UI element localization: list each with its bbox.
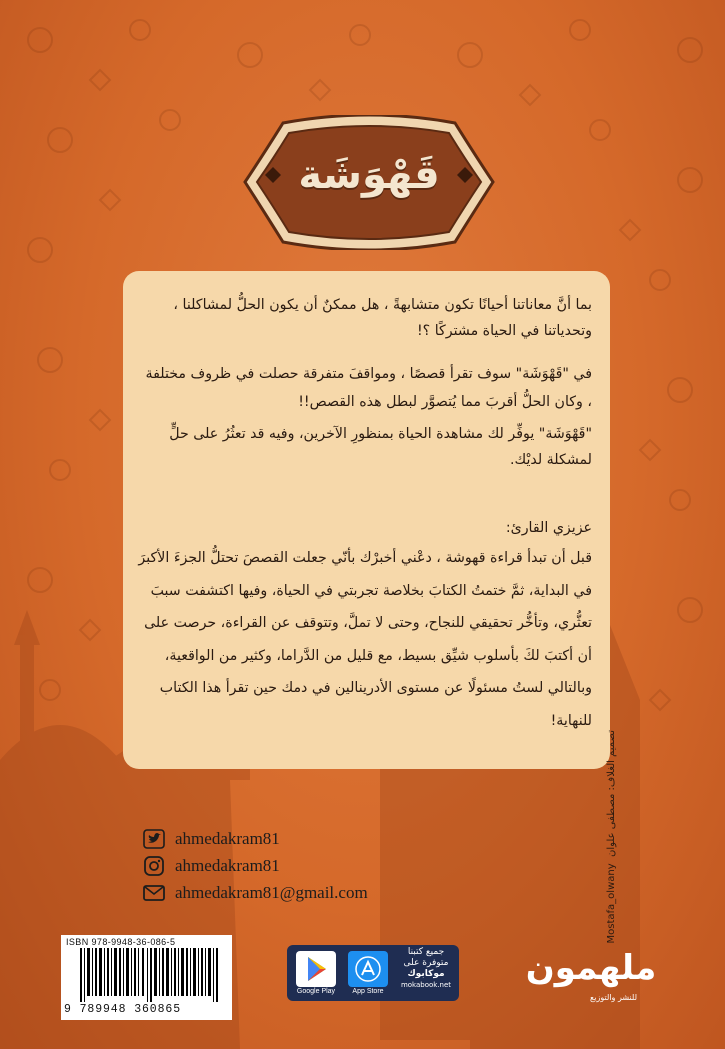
isbn-label: ISBN 978-9948-36-086-5 bbox=[66, 937, 176, 947]
book-title: قَهْوَشَة bbox=[298, 152, 440, 198]
google-play-icon bbox=[296, 951, 336, 987]
twitter-icon bbox=[143, 829, 165, 849]
isbn-digits: 9 789948 360865 bbox=[64, 1003, 182, 1016]
instagram-contact[interactable] bbox=[143, 855, 280, 877]
google-play-label: Google Play bbox=[296, 988, 336, 995]
twitter-handle: ahmedakram81 bbox=[175, 829, 280, 848]
blurb-paragraph-2: في "قَهْوَشَة" سوف تقرأ قصصًا ، ومواقفَ متفرقة حصلت في ظروف مختلفة ، وكان الحلُّ أقربَ مما يُتصوَّر لبطل هذه القصص!! bbox=[145, 366, 592, 410]
email-contact[interactable] bbox=[143, 882, 368, 904]
blurb-paragraph-1: بما أنَّ معاناتنا أحيانًا تكون متشابهةً ، هل ممكنٌ أن يكون الحلُّ لمشاكلنا ، وتحدياتنا في الحياة مشتركًا ؟! bbox=[173, 297, 592, 339]
blurb-paragraph-4: قبل أن تبدأ قراءة قهوشة ، دعْني أخبرْك بأنّي جعلت القصصَ تحتلُّ الجزءَ الأكبرَ في البداية، ثمَّ ختمتُ الكتابَ بخلاصة تجربتي في الحياة، وفيها اكتشفت سببَ تعثُّري، وتأخُّر تحقيقي للنجاح، وحتى لا تملَّ، وتتوقف عن القراءة، حرصت على أن أكتبَ لكَ بأسلوب شيِّق بسيط، مع قليل من الدَّراما، وكثير من الواقعية، وبالتالي لستُ مسئولًا عن مستوى الأدرينالين في دمك حين تقرأ هذا الكتاب للنهاية! bbox=[138, 550, 592, 729]
instagram-handle: ahmedakram81 bbox=[175, 856, 280, 875]
designer-handle: Mostafa_olwany bbox=[606, 863, 617, 944]
publisher-tagline: للنشر والتوزيع bbox=[590, 993, 638, 1002]
barcode-bars bbox=[80, 948, 220, 1002]
designer-credit: تصميم الغلاف: مصطفى علوان Mostafa_olwany bbox=[606, 730, 617, 944]
email-icon bbox=[143, 883, 165, 903]
store-caption: جميع كتبنا متوفرة على موكابوك mokabook.net bbox=[400, 947, 452, 989]
instagram-icon bbox=[143, 856, 165, 876]
app-store-icon bbox=[348, 951, 388, 987]
twitter-contact[interactable] bbox=[143, 828, 280, 850]
reader-greeting: عزيزي القارئ: bbox=[505, 520, 592, 536]
blurb-paragraph-3: "قَهْوَشَة" يوفِّر لك مشاهدة الحياة بمنظورِ الآخرين، وفيه قد تعثُرُ على حلٍّ لمشكلة لديْك. bbox=[169, 426, 592, 468]
email-address: ahmedakram81@gmail.com bbox=[175, 883, 368, 902]
app-store-label: App Store bbox=[352, 988, 384, 995]
publisher-logo: ملهمون bbox=[525, 948, 657, 988]
